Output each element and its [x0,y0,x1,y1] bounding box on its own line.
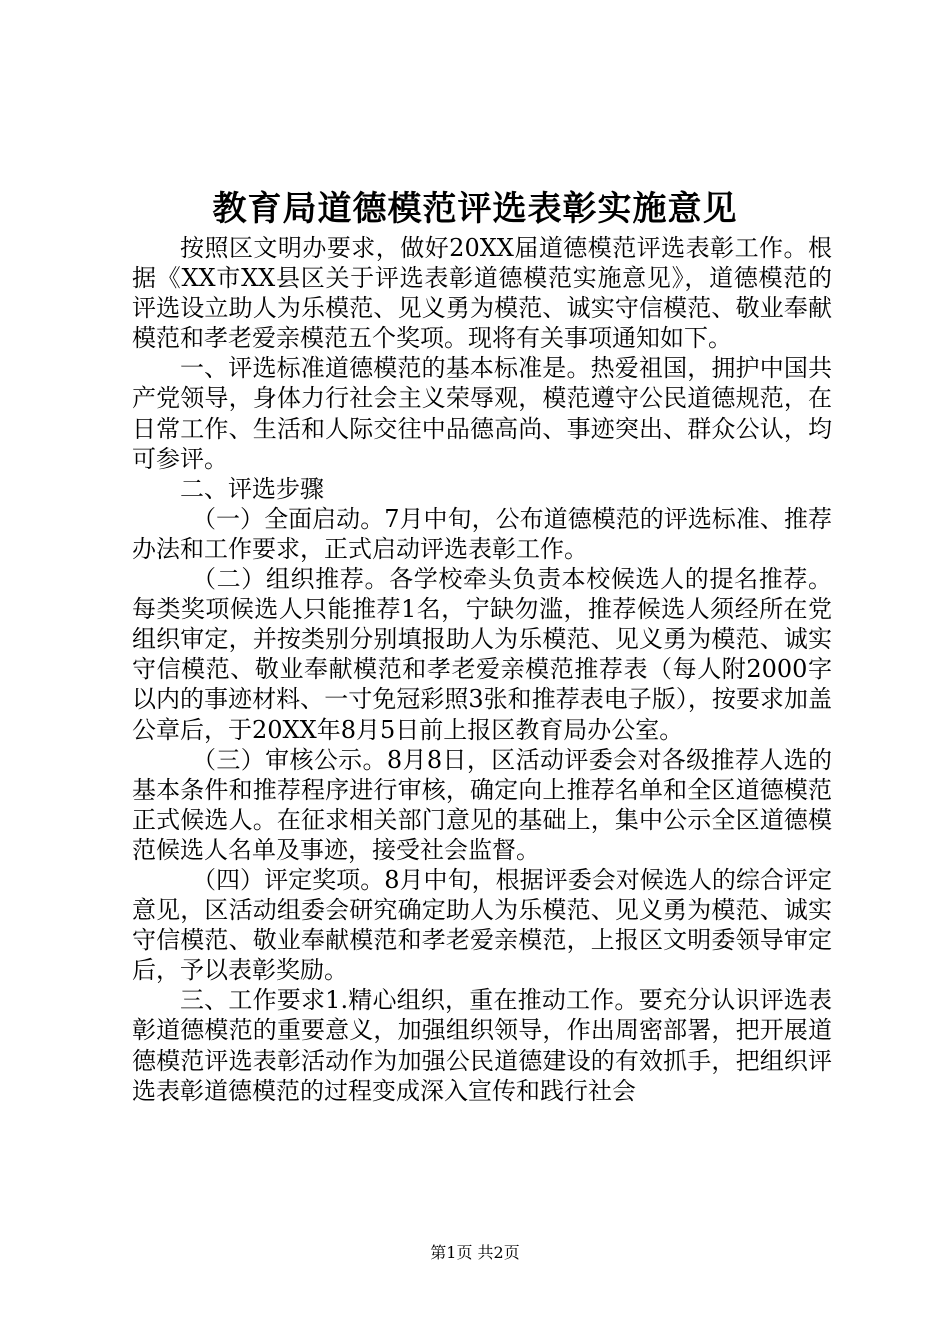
paragraph-requirements: 三、工作要求1.精心组织，重在推动工作。要充分认识评选表彰道德模范的重要意义，加强组织领导，作出周密部署，把开展道德模范评选表彰活动作为加强公民道德建设的有效抓手，把组织评选表彰道德模范的过程变成深入宣传和践行社会 [132,986,832,1105]
paragraph-step-2: （二）组织推荐。各学校牵头负责本校候选人的提名推荐。每类奖项候选人只能推荐1名，宁缺勿滥，推荐候选人须经所在党组织审定，并按类别分别填报助人为乐模范、见义勇为模范、诚实守信模范、敬业奉献模范和孝老爱亲模范推荐表（每人附2000字以内的事迹材料、一寸免冠彩照3张和推荐表电子版），按要求加盖公章后，于20XX年8月5日前上报区教育局办公室。 [132,565,832,744]
paragraph-intro: 按照区文明办要求，做好20XX届道德模范评选表彰工作。根据《XX市XX县区关于评选表彰道德模范实施意见》，道德模范的评选设立助人为乐模范、见义勇为模范、诚实守信模范、敬业奉献模范和孝老爱亲模范五个奖项。现将有关事项通知如下。 [132,234,832,353]
page-footer: 第1页 共2页 [430,1243,520,1262]
paragraph-step-3: （三）审核公示。8月8日，区活动评委会对各级推荐人选的基本条件和推荐程序进行审核，确定向上推荐名单和全区道德模范正式候选人。在征求相关部门意见的基础上，集中公示全区道德模范候选人名单及事迹，接受社会监督。 [132,745,832,864]
paragraph-step-1: （一）全面启动。7月中旬，公布道德模范的评选标准、推荐办法和工作要求，正式启动评选表彰工作。 [132,504,832,563]
paragraph-steps-heading: 二、评选步骤 [180,474,324,503]
document-body [132,233,832,1106]
paragraph-step-4: （四）评定奖项。8月中旬，根据评委会对候选人的综合评定意见，区活动组委会研究确定助人为乐模范、见义勇为模范、诚实守信模范、敬业奉献模范和孝老爱亲模范，上报区文明委领导审定后，予以表彰奖励。 [132,865,832,985]
paragraph-criteria: 一、评选标准道德模范的基本标准是。热爱祖国，拥护中国共产党领导，身体力行社会主义荣辱观，模范遵守公民道德规范，在日常工作、生活和人际交往中品德高尚、事迹突出、群众公认，均可参评。 [132,354,832,473]
document-title: 教育局道德模范评选表彰实施意见 [212,189,738,229]
